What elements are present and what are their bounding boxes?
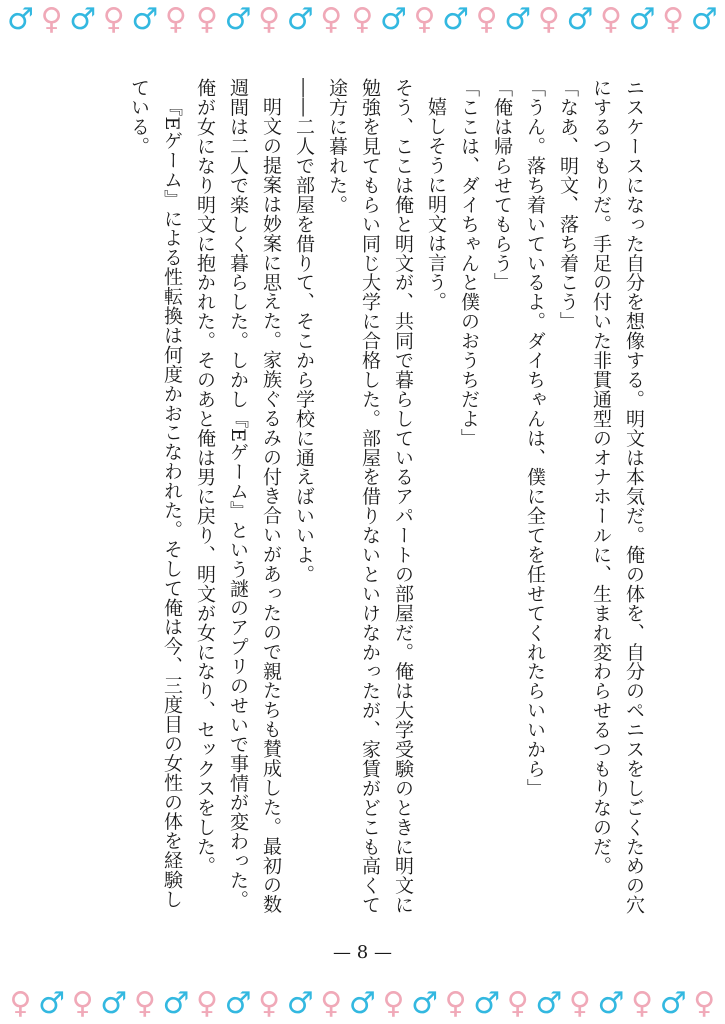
dialogue-line: 「ここは、ダイちゃんと僕のおうちだよ」 xyxy=(458,78,480,448)
male-symbol-icon: ♂ xyxy=(286,2,314,37)
female-symbol-icon: ♀ xyxy=(71,986,94,1021)
page-number: — 8 — xyxy=(333,942,392,963)
dialogue-line: 「うん。落ち着いているよ。ダイちゃんは、僕に全てを任せてくれたらいいから」 xyxy=(524,78,546,798)
male-symbol-icon: ♂ xyxy=(628,2,656,37)
top-gender-symbol-border xyxy=(6,2,719,38)
female-symbol-icon: ♀ xyxy=(382,986,405,1021)
female-symbol-icon: ♀ xyxy=(195,986,218,1021)
male-symbol-icon: ♂ xyxy=(7,2,34,37)
male-symbol-icon: ♂ xyxy=(69,2,97,37)
male-symbol-icon: ♂ xyxy=(100,986,128,1021)
male-symbol-icon: ♂ xyxy=(379,2,407,37)
female-symbol-icon: ♀ xyxy=(413,2,436,37)
female-symbol-icon: ♀ xyxy=(320,986,343,1021)
male-symbol-icon: ♂ xyxy=(473,986,501,1021)
paragraph: 『Eゲーム』による性転換は何度かおこなわれた。そして俺は今、三度目の女性の体を経験している。 xyxy=(128,78,183,909)
female-symbol-icon: ♀ xyxy=(662,2,685,37)
male-symbol-icon: ♂ xyxy=(566,2,594,37)
male-symbol-icon: ♂ xyxy=(224,2,252,37)
male-symbol-icon: ♂ xyxy=(597,986,625,1021)
female-symbol-icon: ♀ xyxy=(693,986,716,1021)
bottom-gender-symbol-border xyxy=(6,986,719,1022)
female-symbol-icon: ♀ xyxy=(631,986,654,1021)
male-symbol-icon: ♂ xyxy=(535,986,563,1021)
paragraph: ニスケースになった自分を想像する。明文は本気だ。俺の体を、自分のペニスをしごくための穴にするつもりだ。手足の付いた非貫通型のオナホールに、生まれ変わらせるつもりなのだ。 xyxy=(590,78,645,915)
female-symbol-icon: ♀ xyxy=(320,2,343,37)
female-symbol-icon: ♀ xyxy=(258,986,281,1021)
paragraph: 嬉しそうに明文は言う。 xyxy=(425,97,447,311)
female-symbol-icon: ♀ xyxy=(102,2,125,37)
female-symbol-icon: ♀ xyxy=(133,986,156,1021)
female-symbol-icon: ♀ xyxy=(599,2,622,37)
male-symbol-icon: ♂ xyxy=(38,986,66,1021)
male-symbol-icon: ♂ xyxy=(224,986,252,1021)
male-symbol-icon: ♂ xyxy=(162,986,190,1021)
male-symbol-icon: ♂ xyxy=(348,986,376,1021)
male-symbol-icon: ♂ xyxy=(131,2,159,37)
female-symbol-icon: ♀ xyxy=(258,2,281,37)
vertical-text-body xyxy=(60,78,650,928)
female-symbol-icon: ♀ xyxy=(9,986,32,1021)
female-symbol-icon: ♀ xyxy=(568,986,591,1021)
female-symbol-icon: ♀ xyxy=(537,2,560,37)
male-symbol-icon: ♂ xyxy=(411,986,438,1021)
female-symbol-icon: ♀ xyxy=(164,2,187,37)
paragraph: そう、ここは俺と明文が、共同で暮らしているアパートの部屋だ。俺は大学受験のときに明文に勉強を見てもらい同じ大学に合格した。部屋を借りないといけなかったが、家賃がどこも高くて途方に暮れた。 xyxy=(326,78,414,915)
male-symbol-icon: ♂ xyxy=(690,2,718,37)
female-symbol-icon: ♀ xyxy=(351,2,374,37)
female-symbol-icon: ♀ xyxy=(475,2,498,37)
female-symbol-icon: ♀ xyxy=(506,986,529,1021)
dialogue-line: 「なあ、明文、落ち着こう」 xyxy=(557,78,579,331)
female-symbol-icon: ♀ xyxy=(40,2,63,37)
male-symbol-icon: ♂ xyxy=(659,986,687,1021)
paragraph: ――二人で部屋を借りて、そこから学校に通えばいいよ。 xyxy=(293,78,315,584)
paragraph: 明文の提案は妙案に思えた。家族ぐるみの付き合いがあったので親たちも賛成した。最初の数週間は二人で楽しく暮らした。しかし『Eゲーム』という謎のアプリのせいで事情が変わった。俺が女になり明文に抱かれた。そのあと俺は男に戻り、明文が女になり、セックスをした。 xyxy=(194,78,282,914)
male-symbol-icon: ♂ xyxy=(504,2,532,37)
female-symbol-icon: ♀ xyxy=(444,986,467,1021)
female-symbol-icon: ♀ xyxy=(195,2,218,37)
dialogue-line: 「俺は帰らせてもらう」 xyxy=(491,78,513,292)
male-symbol-icon: ♂ xyxy=(442,2,470,37)
male-symbol-icon: ♂ xyxy=(286,986,314,1021)
